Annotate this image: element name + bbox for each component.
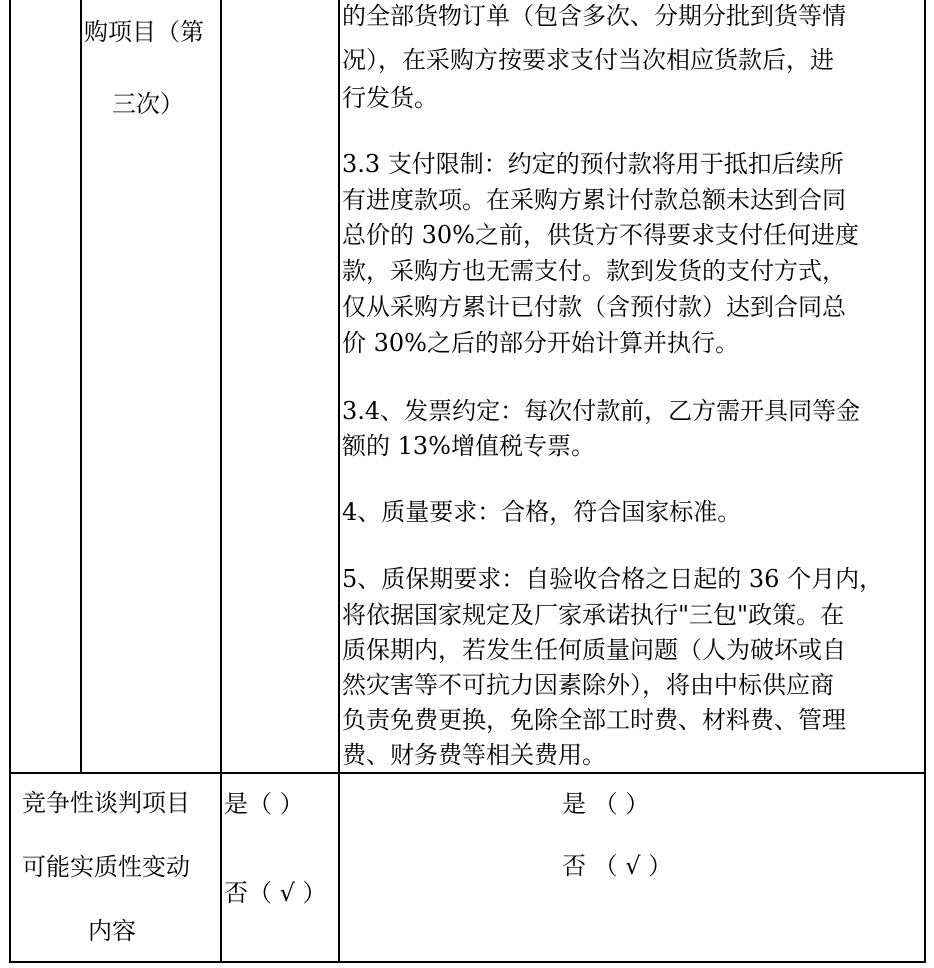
lower-label-line-3: 内容 (88, 917, 136, 945)
para-3-line-1: 3.4、发票约定：每次付款前，乙方需开具同等金 (342, 397, 861, 425)
para-2-line-5: 仅从采购方累计已付款（含预付款）达到合同总 (342, 293, 846, 321)
para-5-line-2: 将依据国家规定及厂家承诺执行"三包"政策。在 (342, 601, 845, 629)
upper-label-line-2: 三次） (112, 90, 184, 118)
lower-label-line-1: 竞争性谈判项目 (22, 789, 190, 817)
table-divider-col1 (80, 0, 82, 773)
table-row-divider (9, 772, 926, 774)
para-5-line-5: 负责免费更换，免除全部工时费、材料费、管理 (342, 706, 846, 734)
para-2-line-2: 有进度款项。在采购方累计付款总额未达到合同 (342, 186, 846, 214)
table-divider-col2 (220, 0, 222, 963)
mid-no-option: 否（ √ ） (224, 879, 327, 907)
para-5-line-1: 5、质保期要求：自验收合格之日起的 36 个月内， (342, 565, 884, 593)
para-2-line-4: 款，采购方也无需支付。款到发货的支付方式， (342, 257, 846, 285)
right-yes-option: 是 （ ） (562, 790, 650, 818)
para-5-line-4: 然灾害等不可抗力因素除外），将由中标供应商 (342, 671, 834, 699)
table-border-bottom (9, 961, 926, 963)
table-border-right (924, 0, 926, 963)
para-5-line-3: 质保期内，若发生任何质量问题（人为破坏或自 (342, 636, 846, 664)
table-border-left (9, 0, 11, 963)
para-5-line-6: 费、财务费等相关费用。 (342, 741, 606, 769)
para-2-line-1: 3.3 支付限制：约定的预付款将用于抵扣后续所 (342, 150, 844, 178)
para-1-line-2: 况），在采购方按要求支付当次相应货款后，进 (342, 46, 834, 74)
para-1-line-1: 的全部货物订单（包含多次、分期分批到货等情 (342, 2, 846, 30)
para-2-line-6: 价 30%之后的部分开始计算并执行。 (342, 329, 739, 357)
right-no-option: 否 （ √ ） (562, 852, 673, 880)
para-2-line-3: 总价的 30%之前，供货方不得要求支付任何进度 (342, 221, 859, 249)
mid-yes-option: 是（ ） (224, 790, 304, 818)
para-1-line-3: 行发货。 (342, 84, 438, 112)
upper-label-line-1: 购项目（第 (84, 18, 204, 46)
para-4-line-1: 4、质量要求：合格，符合国家标准。 (342, 498, 742, 526)
para-3-line-2: 额的 13%增值税专票。 (342, 432, 595, 460)
table-divider-col3 (338, 0, 340, 963)
lower-label-line-2: 可能实质性变动 (22, 853, 190, 881)
